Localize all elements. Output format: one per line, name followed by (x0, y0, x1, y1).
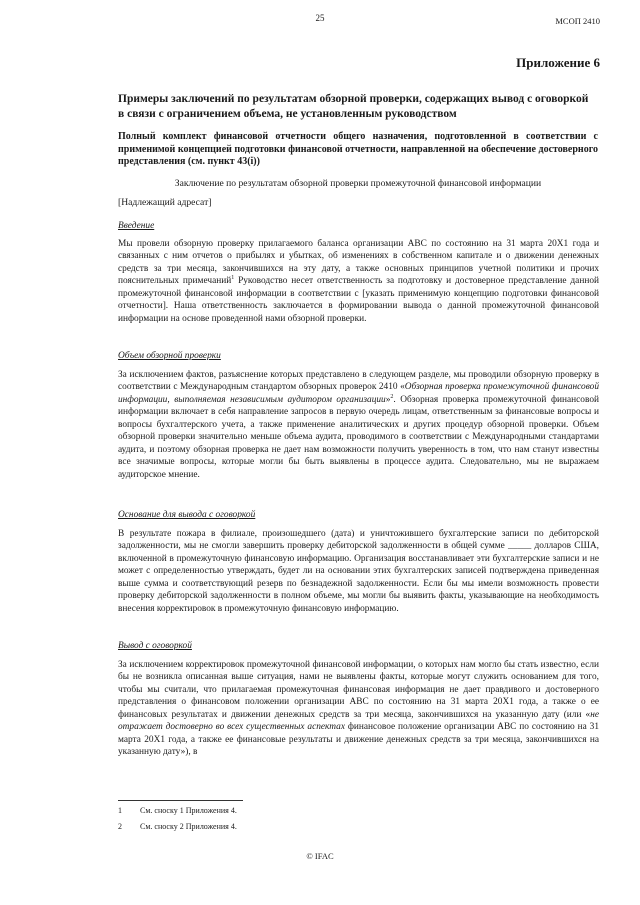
intro-text-1: Мы провели обзорную проверку прилагаемого баланса организации ABC по состоянию на 31 марта 20X1 года и связанных с ним отчетов о прибылях и убытках, об изменениях в собственном капитале и о движении денежных средств за три месяца, закончившихся на эту дату, а также основных принципов учетной политики и прочих пояснительных примечаний (118, 239, 599, 287)
conclusion-text-2: финансовое положение организации ABC по состоянию на 31 марта 20X1 года, а также ее финансовые результаты и движение денежных средств за три месяца, закончившихся на указанную дату»), в (118, 722, 599, 758)
page-number: 25 (315, 13, 325, 23)
conclusion-italic-text: не отражает достоверно во всех существенных аспектах (118, 709, 599, 733)
subtitle: Полный комплект финансовой отчетности общего назначения, подготовленной в соответствии с применимой концепцией подготовки финансовой отчетности, направленной на обеспечение достоверного представления (см. пункт 43(i)) (118, 131, 598, 167)
footnote-1-text: См. сноску 1 Приложения 4. (140, 806, 237, 815)
footnote-1 (118, 806, 237, 815)
appendix-label: Приложение 6 (516, 55, 600, 70)
report-title: Заключение по результатам обзорной проверки промежуточной финансовой информации (174, 178, 542, 189)
scope-standard-title: Обзорная проверка промежуточной финансовой информации, выполняемая независимым аудитором организации (118, 382, 599, 405)
scope-text-3: . Обзорная проверка промежуточной финансовой информации включает в себя направление запросов в первую очередь лицам, ответственным за финансовые вопросы и вопросы бухгалтерского учета, а также применение аналитических и других процедур обзорной проверки. Объем обзорной проверки значительно меньше объема аудита, проводимого в соответствии с Международными стандартами аудита, и поэтому обзорная проверка не дает нам возможности получить уверенность в том, что нам станут известны все значимые вопросы, которые могли бы быть выявлены в процессе аудита. Следовательно, мы не выражаем аудиторское мнение. (118, 394, 599, 480)
section-heading-basis: Основание для вывода с оговоркой (118, 510, 256, 520)
basis-paragraph: В результате пожара в филиале, произошедшего (дата) и уничтожившего бухгалтерские записи по дебиторской задолженности, мы не смогли завершить проверку дебиторской задолженности в общей сумме _____ долларов США, включенной в промежуточную финансовую информацию. Организация восстанавливает эти бухгалтерские записи и не может с определенностью утверждать, будет ли на основании этих бухгалтерских записей подтверждена приведенная выше сумма и соответствующий резерв по безнадежной задолженности. Если бы мы имели возможность провести проверку дебиторской задолженности в полном объеме, мы могли бы выявить факты, указывающие на необходимость внесения корректировок в промежуточную финансовую информацию. (118, 529, 599, 614)
scope-text-1: За исключением фактов, разъяснение которых представлено в следующем разделе, мы проводили обзорную проверку в соответствии с Международным стандартом обзорных проверок 2410 « (118, 370, 599, 393)
addressee: [Надлежащий адресат] (118, 197, 212, 208)
footnote-divider (118, 800, 243, 801)
copyright: © IFAC (306, 851, 334, 861)
footnote-ref-2: 2 (390, 393, 394, 400)
intro-text-2: Руководство несет ответственность за подготовку и достоверное представление данной промежуточной финансовой информации в соответствии с [указать применимую концепцию подготовки финансовой отчетности]. Наша ответственность заключается в формировании вывода о данной промежуточной финансовой информации на основе проведенной нами обзорной проверки. (118, 276, 599, 324)
conclusion-paragraph (118, 659, 599, 759)
footnote-1-mark: 1 (118, 806, 122, 815)
intro-paragraph (118, 238, 599, 325)
main-title: Примеры заключений по результатам обзорной проверки, содержащих вывод с оговоркой в связи с ограничением объема, не установленным руководством (118, 93, 589, 120)
scope-paragraph (118, 369, 599, 481)
footnote-2-mark: 2 (118, 822, 122, 831)
section-heading-scope: Объем обзорной проверки (118, 351, 221, 361)
conclusion-text-1: За исключением корректировок промежуточной финансовой информации, о которых нам могло бы стать известно, если бы не возникла описанная выше ситуация, нами не выявлены факты, которые могут служить основанием для того, чтобы мы считали, что прилагаемая промежуточная финансовая информация не дает правдивого и достоверного представления о финансовом положении организации ABC по состоянию на 31 марта 20X1 года, а также о ее финансовых результатах и движении денежных средств за три месяца, закончившихся на указанную дату (или « (118, 660, 599, 720)
footnote-2 (118, 822, 237, 831)
document-code: МСОП 2410 (555, 16, 600, 26)
footnote-ref-1: 1 (231, 275, 235, 282)
section-heading-conclusion: Вывод с оговоркой (118, 641, 192, 651)
scope-text-2: » (385, 394, 391, 405)
section-heading-intro: Введение (118, 221, 155, 231)
footnote-2-text: См. сноску 2 Приложения 4. (140, 822, 237, 831)
